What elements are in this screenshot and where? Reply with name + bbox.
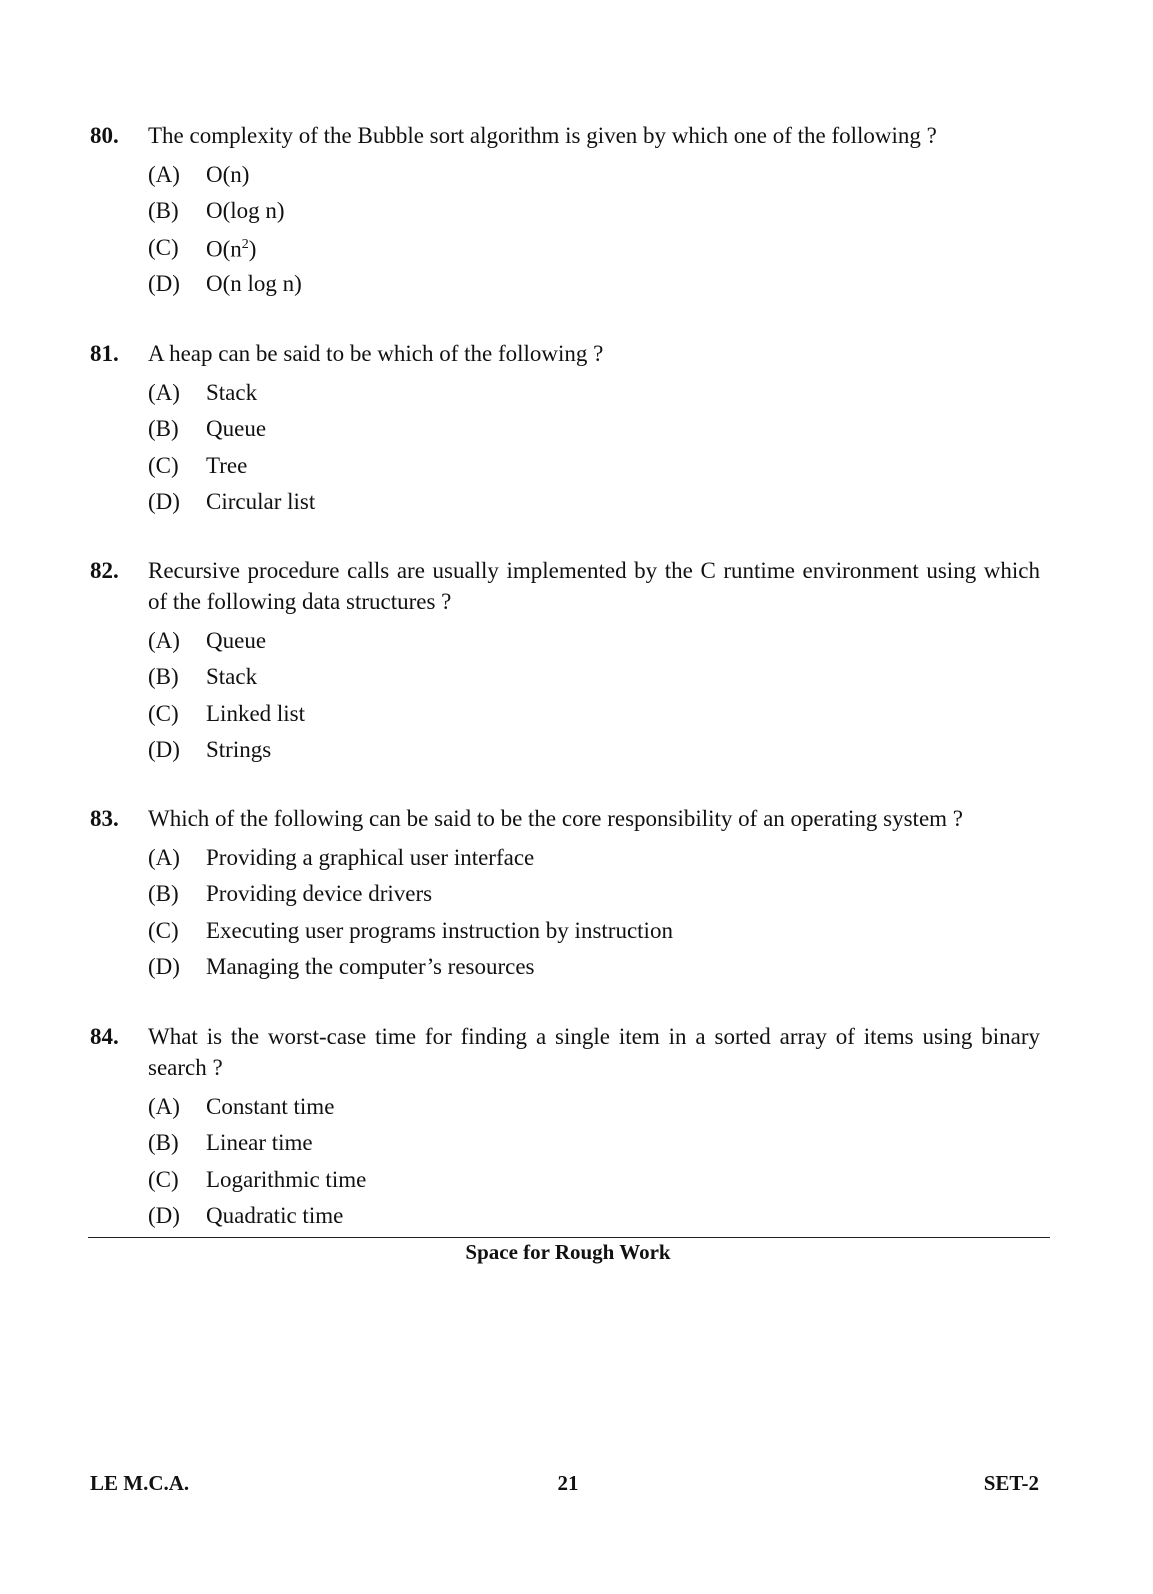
footer-page-number: 21 <box>557 1471 579 1495</box>
option-letter: (C) <box>148 1166 179 1192</box>
option-text: Tree <box>206 452 248 478</box>
option-text: Queue <box>206 416 267 442</box>
option-c <box>148 447 1040 484</box>
option-text: Linked list <box>206 700 306 726</box>
option-letter: (C) <box>148 917 179 943</box>
option-a <box>148 374 1040 411</box>
option-b <box>148 411 1040 448</box>
option-text-after: ) <box>248 237 257 263</box>
option-text: Queue <box>206 627 267 653</box>
option-a <box>148 839 1040 876</box>
option-text: Providing device drivers <box>206 881 433 907</box>
option-b <box>148 659 1040 696</box>
option-text-base: O(n <box>206 237 242 263</box>
question-82 <box>90 555 1040 768</box>
option-c <box>148 695 1040 732</box>
option-text: Quadratic time <box>206 1203 344 1229</box>
options-list <box>148 622 1040 768</box>
option-letter: (A) <box>148 161 180 187</box>
option-text: Strings <box>206 737 272 763</box>
option-d <box>148 484 1040 521</box>
option-text: Stack <box>206 379 258 405</box>
question-84 <box>90 1021 1040 1234</box>
question-text: Which of the following can be said to be the core responsibility of an operating system ? <box>148 806 963 831</box>
footer-set-label: SET-2 <box>983 1471 1039 1495</box>
option-letter: (A) <box>148 1093 180 1119</box>
option-letter: (D) <box>148 271 180 297</box>
option-d <box>148 949 1040 986</box>
option-d <box>148 266 1040 303</box>
option-b <box>148 876 1040 913</box>
question-text: Recursive procedure calls are usually implemented by the C runtime environment using which of the following data structures ? <box>148 558 1040 614</box>
question-number: 82. <box>90 558 119 583</box>
question-number: 84. <box>90 1024 119 1049</box>
question-text: What is the worst-case time for finding a single item in a sorted array of items using binary search ? <box>148 1024 1040 1080</box>
option-b <box>148 1125 1040 1162</box>
option-text <box>206 229 256 265</box>
option-letter: (D) <box>148 489 180 515</box>
option-text: Executing user programs instruction by instruction <box>206 917 673 943</box>
option-b <box>148 193 1040 230</box>
option-letter: (A) <box>148 844 180 870</box>
option-a <box>148 622 1040 659</box>
option-text: O(n) <box>206 161 250 187</box>
option-a <box>148 1088 1040 1125</box>
option-letter: (B) <box>148 664 179 690</box>
question-number: 81. <box>90 341 119 366</box>
option-letter: (C) <box>148 234 179 260</box>
option-text: Constant time <box>206 1093 335 1119</box>
option-d <box>148 732 1040 769</box>
option-text: O(log n) <box>206 198 285 224</box>
question-number: 83. <box>90 806 119 831</box>
option-c <box>148 912 1040 949</box>
option-d <box>148 1198 1040 1235</box>
options-list <box>148 156 1040 302</box>
footer-exam-code: LE M.C.A. <box>90 1471 190 1495</box>
option-text: Stack <box>206 664 258 690</box>
options-list <box>148 374 1040 520</box>
option-superscript: 2 <box>241 237 249 253</box>
option-text: Circular list <box>206 489 316 515</box>
option-letter: (D) <box>148 1203 180 1229</box>
options-list <box>148 1088 1040 1234</box>
question-83 <box>90 803 1040 985</box>
option-letter: (D) <box>148 737 180 763</box>
option-letter: (C) <box>148 700 179 726</box>
option-letter: (C) <box>148 452 179 478</box>
option-letter: (B) <box>148 1130 179 1156</box>
rough-work-label: Space for Rough Work <box>465 1240 671 1264</box>
option-c <box>148 229 1040 266</box>
option-c <box>148 1161 1040 1198</box>
option-letter: (A) <box>148 379 180 405</box>
options-list <box>148 839 1040 985</box>
option-letter: (B) <box>148 881 179 907</box>
option-letter: (B) <box>148 416 179 442</box>
option-letter: (D) <box>148 954 180 980</box>
question-text: The complexity of the Bubble sort algorithm is given by which one of the following ? <box>148 123 937 148</box>
option-a <box>148 156 1040 193</box>
option-letter: (A) <box>148 627 180 653</box>
option-text: Providing a graphical user interface <box>206 844 535 870</box>
rough-work-divider <box>88 1237 1050 1238</box>
option-letter: (B) <box>148 198 179 224</box>
option-text: O(n log n) <box>206 271 302 297</box>
question-number: 80. <box>90 123 119 148</box>
option-text: Logarithmic time <box>206 1166 367 1192</box>
question-text: A heap can be said to be which of the following ? <box>148 341 604 366</box>
question-81 <box>90 338 1040 520</box>
option-text: Linear time <box>206 1130 313 1156</box>
question-80 <box>90 120 1040 302</box>
option-text: Managing the computer’s resources <box>206 954 535 980</box>
